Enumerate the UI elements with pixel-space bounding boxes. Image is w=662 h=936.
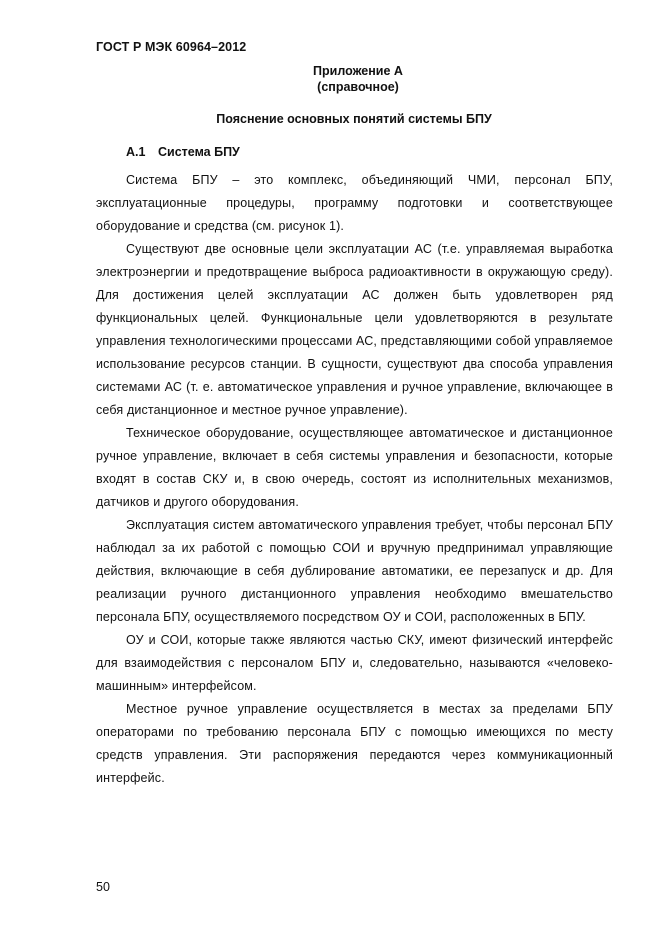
document-title: Пояснение основных понятий системы БПУ [216, 112, 492, 126]
appendix-subtitle: (справочное) [317, 80, 399, 94]
paragraph: Техническое оборудование, осуществляющее автоматическое и дистанционное ручное управление, включает в себя системы управления и безопасности, которые входят в состав СКУ и, в свою очередь, состоят из исполнительных механизмов, датчиков и другого оборудования. [96, 426, 613, 509]
page-number: 50 [96, 880, 110, 894]
body-text [96, 169, 613, 790]
standard-header: ГОСТ Р МЭК 60964–2012 [96, 40, 247, 54]
section-title: Система БПУ [158, 145, 240, 159]
paragraph: Местное ручное управление осуществляется в местах за пределами БПУ операторами по требованию персонала БПУ с помощью имеющихся по месту средств управления. Эти распоряжения передаются через коммуникационный интерфейс. [96, 702, 613, 785]
paragraph: Эксплуатация систем автоматического управления требует, чтобы персонал БПУ наблюдал за их работой с помощью СОИ и вручную предпринимал управляющие действия, включающие в себя дублирование автоматики, ее перезапуск и др. Для реализации ручного дистанционного управления необходимо вмешательство персонала БПУ, осуществляемого посредством ОУ и СОИ, расположенных в БПУ. [96, 518, 613, 624]
section-heading [126, 145, 240, 159]
paragraph: Система БПУ – это комплекс, объединяющий ЧМИ, персонал БПУ, эксплуатационные процедуры, программу подготовки и соответствующее оборудование и средства (см. рисунок 1). [96, 173, 613, 233]
paragraph: ОУ и СОИ, которые также являются частью СКУ, имеют физический интерфейс для взаимодействия с персоналом БПУ и, следовательно, называются «человеко-машинным» интерфейсом. [96, 633, 613, 693]
paragraph: Существуют две основные цели эксплуатации АС (т.е. управляемая выработка электроэнергии и предотвращение выброса радиоактивности в окружающую среду). Для достижения целей эксплуатации АС должен быть удовлетворен ряд функциональных целей. Функциональные цели удовлетворяются в результате управления технологическими процессами АС, представляющими собой управляемое использование ресурсов станции. В сущности, существуют два способа управления системами АС (т. е. автоматическое управления и ручное управление, включающее в себя дистанционное и местное ручное управление). [96, 242, 613, 417]
appendix-title: Приложение А [313, 64, 403, 78]
section-number: А.1 [126, 145, 146, 159]
